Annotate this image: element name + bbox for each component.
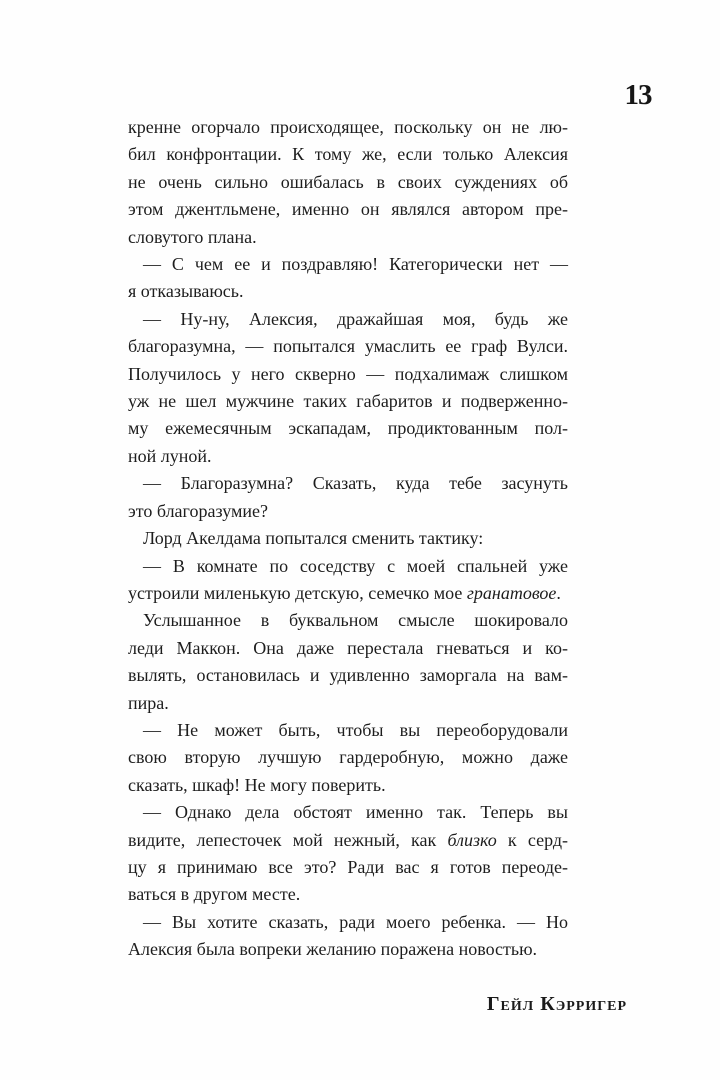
text-line: Алексия была вопреки желанию поражена новостью. bbox=[128, 939, 538, 960]
text-line: вылять, остановилась и удивленно заморгала на вам- bbox=[128, 665, 568, 686]
text-line: — Благоразумна? Сказать, куда тебе засунуть bbox=[143, 473, 568, 494]
text-line: — В комнате по соседству с моей спальней уже bbox=[143, 555, 568, 576]
text-line: — Вы хотите сказать, ради моего ребенка. — Но bbox=[143, 911, 568, 932]
text-line: устроили миленькую детскую, семечко мое гранатовое. bbox=[128, 582, 561, 603]
text-line: Лорд Акелдама попытался сменить тактику: bbox=[143, 528, 484, 549]
body-text bbox=[128, 114, 568, 964]
text-line: Получилось у него скверно — подхалимаж слишком bbox=[128, 363, 568, 384]
text-line: — С чем ее и поздравляю! Категорически нет — bbox=[143, 254, 568, 275]
text-line: му ежемесячным эскападам, продиктованным пол- bbox=[128, 418, 568, 439]
text-line: — Не может быть, чтобы вы переоборудовали bbox=[143, 719, 568, 740]
text-line: бил конфронтации. К тому же, если только Алексия bbox=[128, 144, 568, 165]
text-line: ваться в другом месте. bbox=[128, 884, 301, 905]
text-line: видите, лепесточек мой нежный, как близко к серд- bbox=[128, 829, 568, 850]
text-line: — Однако дела обстоят именно так. Теперь вы bbox=[143, 802, 568, 823]
text-line: — Ну-ну, Алексия, дражайшая моя, будь же bbox=[143, 308, 568, 329]
text-line: свою вторую лучшую гардеробную, можно даже bbox=[128, 747, 568, 768]
text-line: благоразумна, — попытался умаслить ее граф Вулси. bbox=[128, 336, 568, 357]
text-line: словутого плана. bbox=[128, 226, 257, 247]
text-line: не очень сильно ошибалась в своих суждениях об bbox=[128, 171, 568, 192]
text-line: леди Маккон. Она даже перестала гневаться и ко- bbox=[128, 637, 568, 658]
text-line: сказать, шкаф! Не могу поверить. bbox=[128, 774, 386, 795]
text-line: я отказываюсь. bbox=[128, 281, 244, 302]
page-number: 13 bbox=[624, 79, 652, 111]
text-line: уж не шел мужчине таких габаритов и подверженно- bbox=[128, 391, 568, 412]
text-line: кренне огорчало происходящее, поскольку он не лю- bbox=[128, 117, 568, 137]
text-line: пира. bbox=[128, 692, 169, 713]
text-line: это благоразумие? bbox=[128, 500, 268, 521]
text-line: этом джентльмене, именно он являлся автором пре- bbox=[128, 199, 568, 220]
running-footer-author: Гейл Кэрригер bbox=[486, 993, 627, 1015]
text-line: ной луной. bbox=[128, 445, 212, 466]
text-line: цу я принимаю все это? Ради вас я готов переоде- bbox=[128, 856, 568, 877]
text-line: Услышанное в буквальном смысле шокировало bbox=[143, 610, 568, 631]
